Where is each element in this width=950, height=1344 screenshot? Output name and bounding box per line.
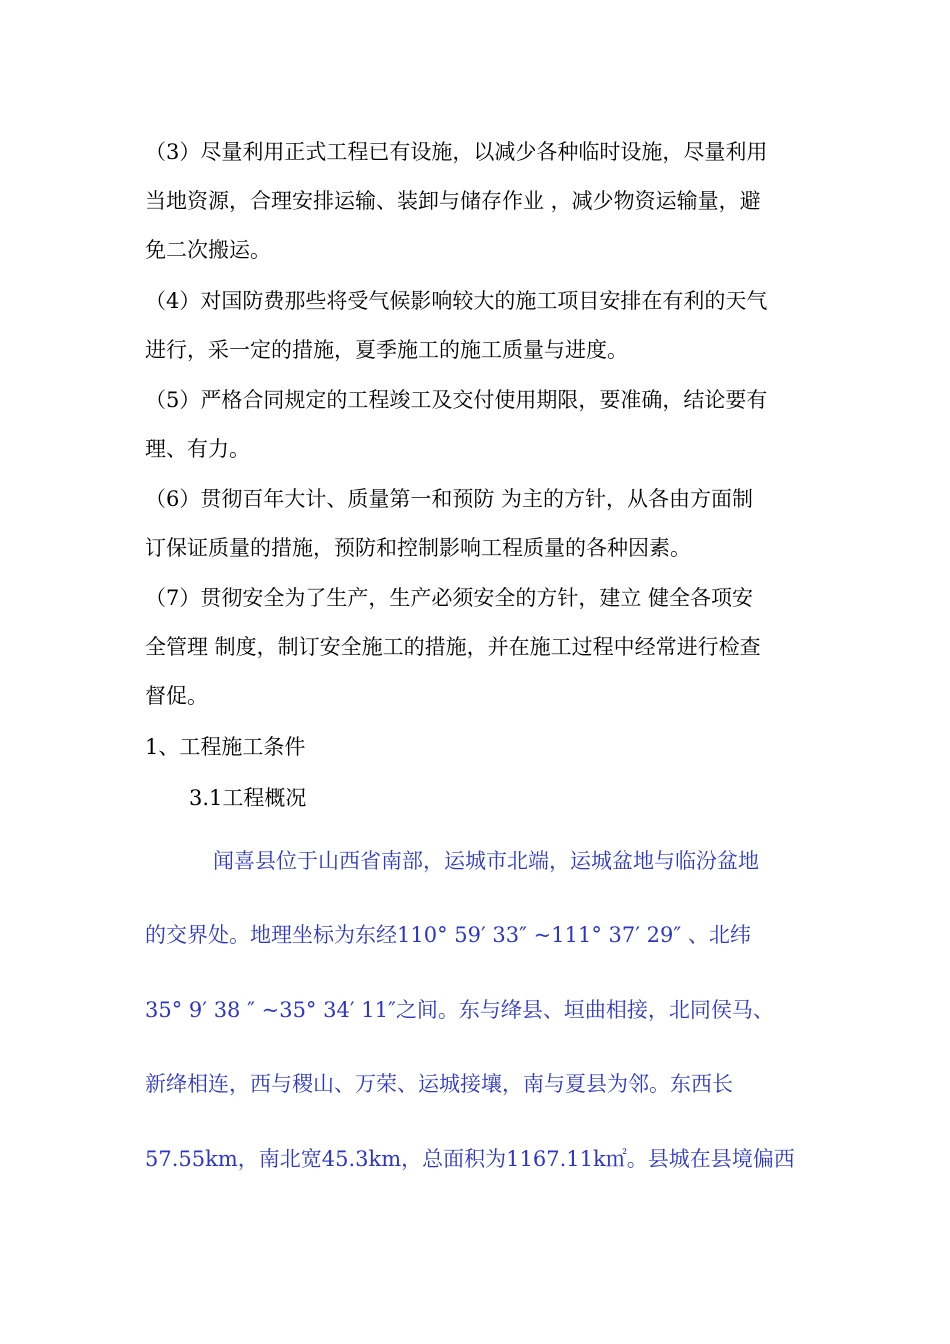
section-heading: 1、工程施工条件 [145,735,306,759]
overview-line-1: 闻喜县位于山西省南部，运城市北端，运城盆地与临汾盆地 [213,849,759,873]
overview-line-3: 35° 9′ 38 ″ ~35° 34′ 11″之间。东与绛县、垣曲相接，北同侯马、 [145,998,774,1022]
list-item-6-line-1: （6）贯彻百年大计、质量第一和预防 为主的方针，从各由方面制 [145,487,754,511]
list-item-3-line-1: （3）尽量利用正式工程已有设施，以减少各种临时设施，尽量利用 [145,140,768,164]
list-item-4-line-2: 进行，采一定的措施，夏季施工的施工质量与进度。 [145,338,628,362]
list-item-7-line-3: 督促。 [145,684,208,708]
list-item-4-line-1: （4）对国防费那些将受气候影响较大的施工项目安排在有利的天气 [145,289,768,313]
list-item-3-line-3: 免二次搬运。 [145,238,271,262]
list-item-5-line-1: （5）严格合同规定的工程竣工及交付使用期限，要准确，结论要有 [145,388,768,412]
list-item-5-line-2: 理、有力。 [145,437,250,461]
list-item-7-line-1: （7）贯彻安全为了生产，生产必须安全的方针，建立 健全各项安 [145,586,754,610]
subsection-heading: 3.1工程概况 [189,786,307,810]
list-item-3-line-2: 当地资源，合理安排运输、装卸与储存作业 ，减少物资运输量，避 [145,189,761,213]
overview-line-4: 新绛相连，西与稷山、万荣、运城接壤，南与夏县为邻。东西长 [145,1072,733,1096]
overview-line-5: 57.55km，南北宽45.3km，总面积为1167.11k㎡。县城在县境偏西 [145,1147,795,1171]
overview-line-2: 的交界处。地理坐标为东经110° 59′ 33″ ~111° 37′ 29″ 、北纬 [145,923,751,947]
list-item-6-line-2: 订保证质量的措施，预防和控制影响工程质量的各种因素。 [145,536,691,560]
list-item-7-line-2: 全管理 制度，制订安全施工的措施，并在施工过程中经常进行检查 [145,635,761,659]
